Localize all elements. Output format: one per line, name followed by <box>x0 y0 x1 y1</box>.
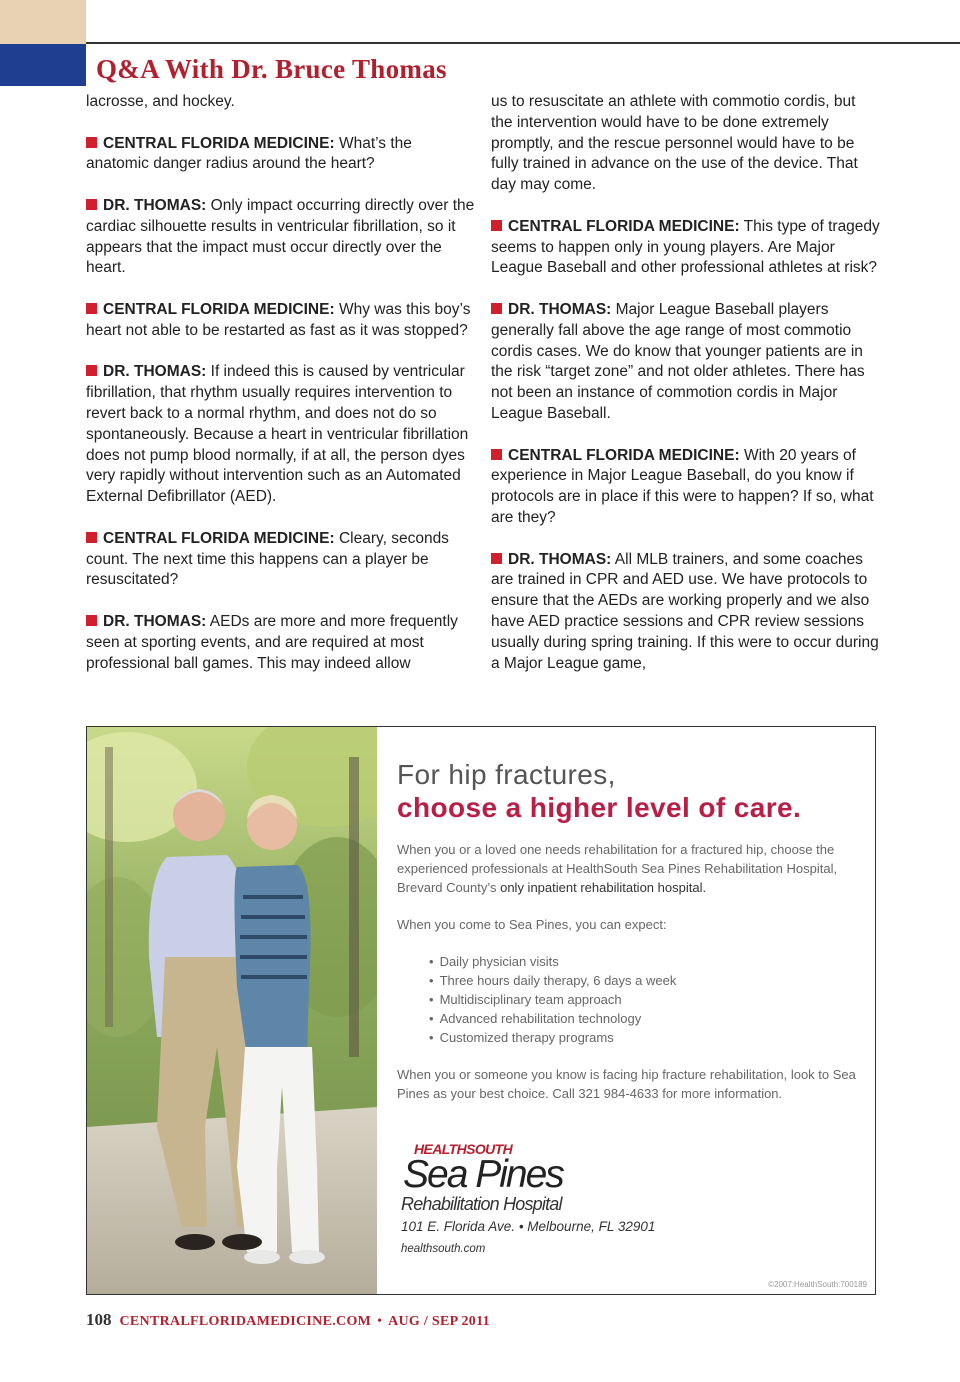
square-bullet-icon <box>491 449 502 460</box>
list-item: • Multidisciplinary team approach <box>429 990 676 1009</box>
square-bullet-icon <box>86 532 97 543</box>
paragraph-text: Major League Baseball players generally fall above the age range of most commotio cordis cases. We do know that younger patients are in the risk “target zone” and not older athletes. There has not been an instance of commotion cordis in Major League Baseball. <box>491 300 865 422</box>
ad-expect-line: When you come to Sea Pines, you can expect: <box>397 917 667 932</box>
ad-url-link[interactable]: healthsouth.com <box>401 1243 486 1255</box>
ad-intro-emphasis: only inpatient rehabilitation hospital. <box>500 880 707 895</box>
square-bullet-icon <box>491 553 502 564</box>
speaker-label: CENTRAL FLORIDA MEDICINE: <box>508 446 740 464</box>
header-rule <box>86 42 960 44</box>
paragraph-text: With 20 years of experience in Major League Baseball, do you know if protocols are in place if this were to happen? If so, what are they? <box>491 446 874 526</box>
article-paragraph <box>491 217 881 279</box>
list-item: • Customized therapy programs <box>429 1028 676 1047</box>
article-paragraph <box>86 300 476 342</box>
rehab-hospital-label: Rehabilitation Hospital <box>401 1194 562 1214</box>
paragraph-text: lacrosse, and hockey. <box>86 93 235 110</box>
paragraph-text: This type of tragedy seems to happen only in young players. Are Major League Baseball and other professional athletes at risk? <box>491 217 880 277</box>
square-bullet-icon <box>86 615 97 626</box>
list-item: • Advanced rehabilitation technology <box>429 1009 676 1028</box>
square-bullet-icon <box>86 137 97 148</box>
article-paragraph <box>86 196 476 279</box>
article-paragraph <box>86 362 476 508</box>
ad-address: 101 E. Florida Ave. • Melbourne, FL 32901 <box>401 1219 656 1234</box>
sea-pines-logo: Sea Pines <box>403 1153 563 1196</box>
article-paragraph <box>86 529 476 591</box>
footer-separator: • <box>377 1314 383 1329</box>
sea-pines-advertisement <box>86 726 876 1295</box>
article-paragraph <box>86 134 476 176</box>
paragraph-text: Why was this boy’s heart not able to be restarted as fast as it was stopped? <box>86 300 471 339</box>
footer-site-link[interactable]: CENTRALFLORIDAMEDICINE.COM <box>119 1314 372 1329</box>
ad-intro-text: When you or a loved one needs rehabilitation for a fractured hip, choose the experienced professionals at HealthSouth Sea Pines Rehabilitation Hospital, Brevard County’s <box>397 842 838 895</box>
article-column-right <box>491 92 881 674</box>
corner-tan-block <box>0 0 86 44</box>
paragraph-text: AEDs are more and more frequently seen at sporting events, and are required at most professional ball games. This may indeed allow <box>86 612 458 672</box>
page-number: 108 <box>86 1310 112 1329</box>
ad-benefits-list <box>429 952 676 1047</box>
page-footer <box>86 1310 490 1330</box>
speaker-label: DR. THOMAS: <box>103 612 207 630</box>
ad-intro-paragraph <box>397 840 862 897</box>
list-item: • Daily physician visits <box>429 952 676 971</box>
square-bullet-icon <box>86 365 97 376</box>
ad-copyright: ©2007:HealthSouth:700189 <box>768 1280 867 1289</box>
square-bullet-icon <box>86 303 97 314</box>
corner-blue-block <box>0 44 86 86</box>
article-paragraph <box>491 300 881 425</box>
article-column-left <box>86 92 476 674</box>
speaker-label: CENTRAL FLORIDA MEDICINE: <box>103 300 335 318</box>
speaker-label: DR. THOMAS: <box>508 550 612 568</box>
ad-subheadline: choose a higher level of care. <box>397 792 802 823</box>
speaker-label: CENTRAL FLORIDA MEDICINE: <box>103 134 335 152</box>
issue-date: AUG / SEP 2011 <box>388 1314 490 1329</box>
paragraph-text: If indeed this is caused by ventricular fibrillation, that rhythm usually requires intervention to revert back to a normal rhythm, and does not do so spontaneously. Because a heart in ventricular fibrillation does not pump blood normally, if at all, the person dyes very rapidly without intervention such as an Automated External Defibrillator (AED). <box>86 363 469 506</box>
article-paragraph <box>491 92 881 196</box>
article-paragraph <box>86 612 476 674</box>
ad-headline: For hip fractures, <box>397 759 616 790</box>
healthsouth-logo: HEALTHSOUTH <box>414 1141 513 1157</box>
paragraph-text: What’s the anatomic danger radius around the heart? <box>86 134 412 173</box>
speaker-label: DR. THOMAS: <box>103 363 207 381</box>
paragraph-text: Cleary, seconds count. The next time this happens can a player be resuscitated? <box>86 529 449 589</box>
page-title: Q&A With Dr. Bruce Thomas <box>96 54 447 84</box>
article-paragraph <box>491 446 881 529</box>
ad-call-to-action: When you or someone you know is facing hip fracture rehabilitation, look to Sea Pines as your best choice. Call 321 984-4633 for more information. <box>397 1067 856 1101</box>
speaker-label: CENTRAL FLORIDA MEDICINE: <box>508 217 740 235</box>
paragraph-text: Only impact occurring directly over the cardiac silhouette results in ventricular fibrillation, so it appears that the impact must occur directly over the heart. <box>86 196 475 277</box>
paragraph-text: All MLB trainers, and some coaches are trained in CPR and AED use. We have protocols to ensure that the AEDs are working properly and we also have AED practice sessions and CPR review sessions usually during spring training. If this were to occur during a Major League game, <box>491 550 879 672</box>
article-paragraph <box>86 92 476 113</box>
square-bullet-icon <box>491 220 502 231</box>
couple-walking-photo <box>87 727 377 1294</box>
speaker-label: DR. THOMAS: <box>103 196 207 214</box>
article-paragraph <box>491 550 881 675</box>
paragraph-text: us to resuscitate an athlete with commotio cordis, but the intervention would have to be done extremely promptly, and the rescue personnel would have to be fully trained in advance on the use of the device. That day may come. <box>491 93 858 194</box>
speaker-label: CENTRAL FLORIDA MEDICINE: <box>103 529 335 547</box>
square-bullet-icon <box>491 303 502 314</box>
list-item: • Three hours daily therapy, 6 days a week <box>429 971 676 990</box>
square-bullet-icon <box>86 199 97 210</box>
speaker-label: DR. THOMAS: <box>508 300 612 318</box>
